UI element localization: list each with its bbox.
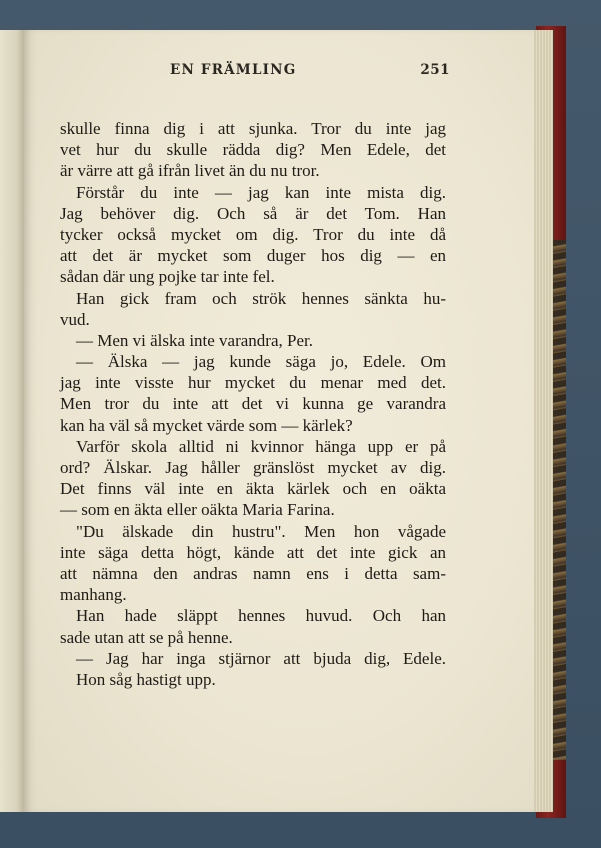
text-line: Han hade släppt hennes huvud. Och han bbox=[76, 606, 446, 626]
text-line: Men tror du inte att det vi kunna ge varandra bbox=[60, 394, 446, 414]
text-line: skulle finna dig i att sjunka. Tror du inte jag bbox=[60, 119, 446, 138]
text-line: "Du älskade din hustru". Men hon vågade bbox=[76, 521, 446, 541]
running-title: EN FRÄMLING bbox=[170, 62, 297, 78]
text-line: Förstår du inte — jag kan inte mista dig. bbox=[76, 182, 446, 202]
text-line: vud. bbox=[60, 309, 90, 329]
text-line: inte säga detta högt, kände att det inte gick an bbox=[60, 542, 446, 562]
text-line: Han gick fram och strök hennes sänkta hu- bbox=[76, 288, 446, 308]
page-stack-edge bbox=[532, 30, 553, 812]
text-line: — Älska — jag kunde säga jo, Edele. Om bbox=[76, 352, 446, 372]
text-line: manhang. bbox=[60, 585, 127, 605]
text-line: kan ha väl så mycket värde som — kärlek? bbox=[60, 415, 353, 435]
text-line: Hon såg hastigt upp. bbox=[76, 669, 216, 689]
running-head bbox=[170, 62, 450, 84]
body-text bbox=[60, 118, 446, 690]
text-line: — som en äkta eller oäkta Maria Farina. bbox=[60, 500, 335, 520]
text-line: Det finns väl inte en äkta kärlek och en oäkta bbox=[60, 479, 446, 499]
text-line: sade utan att se på henne. bbox=[60, 627, 233, 647]
text-line: Jag behöver dig. Och så är det Tom. Han bbox=[60, 203, 446, 223]
text-line: är värre att gå ifrån livet än du nu tror. bbox=[60, 161, 320, 181]
text-line: tycker också mycket om dig. Tror du inte då bbox=[60, 224, 446, 244]
text-line: ord? Älskar. Jag håller gränslöst mycket av dig. bbox=[60, 458, 446, 477]
text-line: — Jag har inga stjärnor att bjuda dig, Edele. bbox=[76, 648, 446, 668]
text-line: att nämna den andras namn ens i detta sam- bbox=[60, 563, 446, 583]
page-number: 251 bbox=[420, 62, 450, 78]
text-line: jag inte visste hur mycket du menar med det. bbox=[60, 373, 446, 393]
left-page-sliver bbox=[0, 30, 25, 812]
marbled-endpaper bbox=[552, 240, 566, 760]
text-line: sådan där ung pojke tar inte fel. bbox=[60, 267, 275, 287]
text-line: vet hur du skulle rädda dig? Men Edele, det bbox=[60, 140, 446, 160]
text-line: att det är mycket som duger hos dig — en bbox=[60, 246, 446, 266]
text-line: — Men vi älska inte varandra, Per. bbox=[76, 330, 313, 350]
text-line: Varför skola alltid ni kvinnor hänga upp er på bbox=[76, 436, 446, 456]
